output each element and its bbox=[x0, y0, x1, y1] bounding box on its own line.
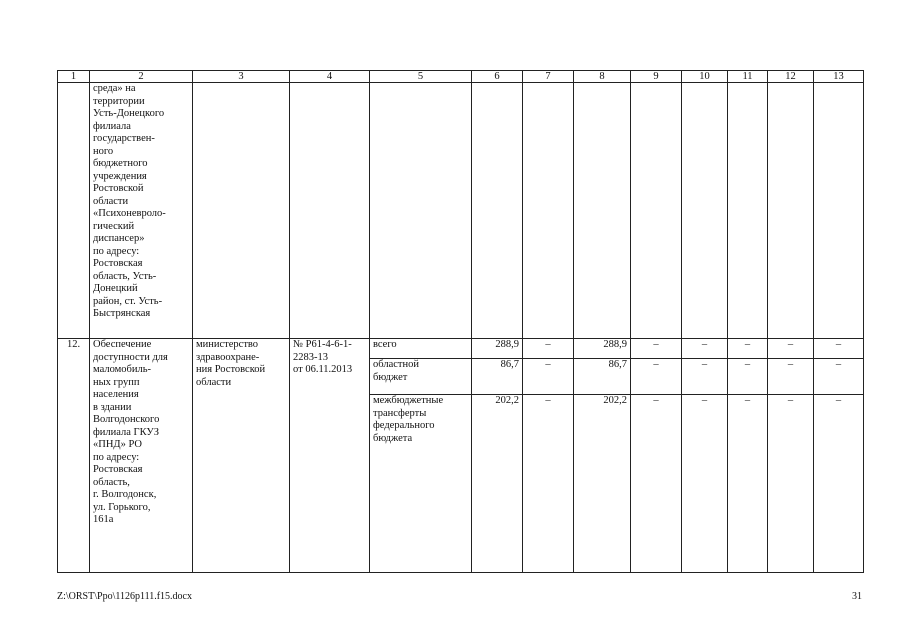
header-cell: 6 bbox=[472, 71, 523, 83]
header-cell: 7 bbox=[523, 71, 574, 83]
header-cell: 1 bbox=[58, 71, 90, 83]
value-cell: – bbox=[728, 359, 768, 395]
funding-source-cell: межбюджетные трансферты федерального бюджета bbox=[370, 395, 472, 573]
value-cell: 86,7 bbox=[574, 359, 631, 395]
value-cell: – bbox=[814, 339, 864, 359]
value-cell: 288,9 bbox=[574, 339, 631, 359]
measure-name-cell: Обеспечение доступности для маломобиль- ных групп населения в здании Волгодонского филиала ГКУЗ «ПНД» РО по адресу: Ростовская область, г. Волгодонск, ул. Горького, 161а bbox=[90, 339, 193, 573]
header-cell: 9 bbox=[631, 71, 682, 83]
header-cell: 13 bbox=[814, 71, 864, 83]
continued-name-cell: среда» на территории Усть-Донецкого филиала государствен- ного бюджетного учреждения Ростовской области «Психоневроло- гический диспансер» по адресу: Ростовская область, Усть- Донецкий район, ст. Усть- Быстрянская bbox=[90, 83, 193, 339]
executor-cell: министерство здравоохране- ния Ростовской области bbox=[193, 339, 290, 573]
value-cell: – bbox=[631, 339, 682, 359]
page-number: 31 bbox=[852, 591, 862, 602]
value-cell: 288,9 bbox=[472, 339, 523, 359]
program-table bbox=[57, 70, 864, 573]
value-cell: 86,7 bbox=[472, 359, 523, 395]
document-cell: № Р61-4-6-1- 2283-13 от 06.11.2013 bbox=[290, 339, 370, 573]
table-row-continued bbox=[58, 83, 864, 339]
funding-source-cell: всего bbox=[370, 339, 472, 359]
value-cell: – bbox=[682, 339, 728, 359]
value-cell: – bbox=[523, 395, 574, 573]
header-cell: 3 bbox=[193, 71, 290, 83]
value-cell: – bbox=[682, 395, 728, 573]
value-cell: – bbox=[631, 359, 682, 395]
header-cell: 5 bbox=[370, 71, 472, 83]
footer-file-path: Z:\ORST\Ppo\1126p111.f15.docx bbox=[57, 591, 192, 602]
value-cell: – bbox=[682, 359, 728, 395]
value-cell: – bbox=[728, 395, 768, 573]
table-row-12-total bbox=[58, 339, 864, 359]
header-cell: 8 bbox=[574, 71, 631, 83]
row-number: 12. bbox=[58, 339, 90, 573]
value-cell: – bbox=[768, 339, 814, 359]
value-cell: – bbox=[814, 395, 864, 573]
header-cell: 11 bbox=[728, 71, 768, 83]
header-cell: 12 bbox=[768, 71, 814, 83]
value-cell: – bbox=[814, 359, 864, 395]
value-cell: – bbox=[728, 339, 768, 359]
table-header-row bbox=[58, 71, 864, 83]
value-cell: 202,2 bbox=[472, 395, 523, 573]
header-cell: 10 bbox=[682, 71, 728, 83]
value-cell: – bbox=[523, 359, 574, 395]
header-cell: 4 bbox=[290, 71, 370, 83]
value-cell: – bbox=[768, 359, 814, 395]
funding-source-cell: областной бюджет bbox=[370, 359, 472, 395]
value-cell: – bbox=[768, 395, 814, 573]
value-cell: – bbox=[631, 395, 682, 573]
value-cell: 202,2 bbox=[574, 395, 631, 573]
header-cell: 2 bbox=[90, 71, 193, 83]
value-cell: – bbox=[523, 339, 574, 359]
